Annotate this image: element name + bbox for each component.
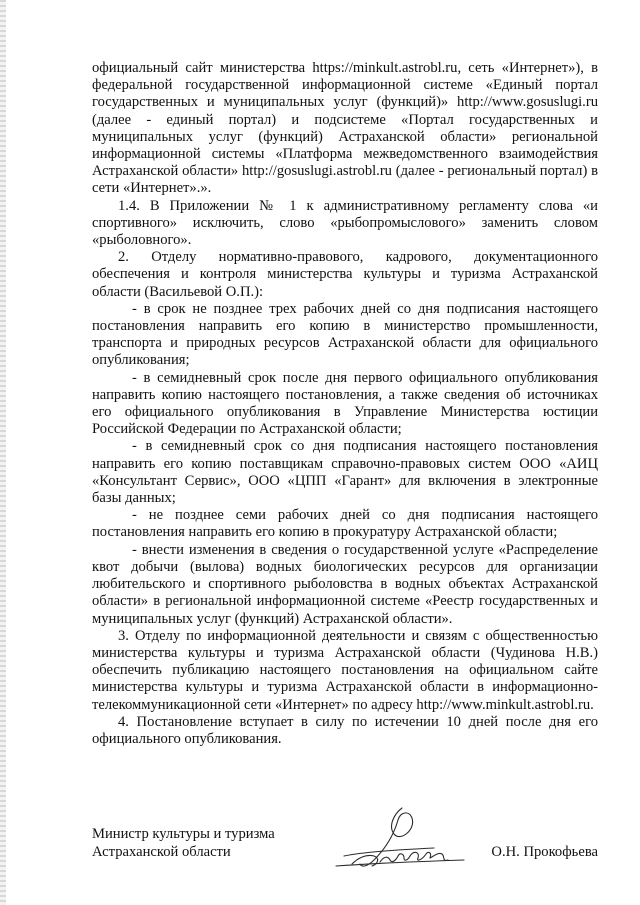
paragraph-2-item-1: - в срок не позднее трех рабочих дней со дня подписания настоящего постановления направить его копию в министерство промышленности, транспорта и природных ресурсов Астраханской области для официального опубликования; — [92, 300, 598, 369]
paragraph-2-item-5: - внести изменения в сведения о государственной услуге «Распределение квот добычи (вылова) водных биологических ресурсов для организации любительского и спортивного рыболовства в водных объектах Астраханской области» в региональной информационной системе «Реестр государственных и муниципальных услуг (функций) Астраханской области». — [92, 541, 598, 627]
handwritten-signature — [324, 804, 474, 876]
signatory-name: О.Н. Прокофьева — [491, 844, 598, 860]
scan-edge — [0, 0, 6, 905]
paragraph-1-4: 1.4. В Приложении № 1 к административному регламенту слова «и спортивного» исключить, слово «рыбопромыслового» заменить словом «рыболовного». — [92, 197, 598, 249]
paragraph-4: 4. Постановление вступает в силу по истечении 10 дней после дня его официального опубликования. — [92, 713, 598, 747]
paragraph-2-item-2: - в семидневный срок после дня первого официального опубликования направить копию настоящего постановления, а также сведения об источниках его официального опубликования в Управление Министерства юстиции Российской Федерации по Астраханской области; — [92, 369, 598, 438]
paragraph-2: 2. Отделу нормативно-правового, кадрового, документационного обеспечения и контроля министерства культуры и туризма Астраханской области (Васильевой О.П.): — [92, 249, 598, 300]
paragraph-3: 3. Отделу по информационной деятельности и связям с общественностью министерства культуры и туризма Астраханской области (Чудинова Н.В.) обеспечить публикацию настоящего постановления на официальном сайте министерства культуры и туризма Астраханской области в информационно-телекоммуникационной сети «Интернет» по адресу http://www.minkult.astrobl.ru. — [92, 627, 598, 713]
signature-block — [92, 826, 598, 876]
signatory-title-line-1: Министр культуры и туризма — [92, 826, 275, 842]
paragraph-2-item-4: - не позднее семи рабочих дней со дня подписания настоящего постановления направить его копию в прокуратуру Астраханской области; — [92, 507, 598, 541]
signatory-title-line-2: Астраханской области — [92, 844, 231, 860]
paragraph-2-item-3: - в семидневный срок со дня подписания настоящего постановления направить его копию поставщикам справочно-правовых систем ООО «АИЦ «Консультант Сервис», ООО «ЦПП «Гарант» для включения в электронные базы данных; — [92, 438, 598, 507]
document-body — [92, 60, 598, 748]
paragraph-continuation: официальный сайт министерства https://minkult.astrobl.ru, сеть «Интернет»), в федеральной государственной информационной системе «Единый портал государственных и муниципальных услуг (функций)» http://www.gosuslugi.ru (далее - единый портал) и подсистеме «Портал государственных и муниципальных услуг (функций) Астраханской области» региональной информационной системы «Платформа межведомственного взаимодействия Астраханской области» http://gosuslugi.astrobl.ru (далее - региональный портал) в сети «Интернет».». — [92, 60, 598, 197]
